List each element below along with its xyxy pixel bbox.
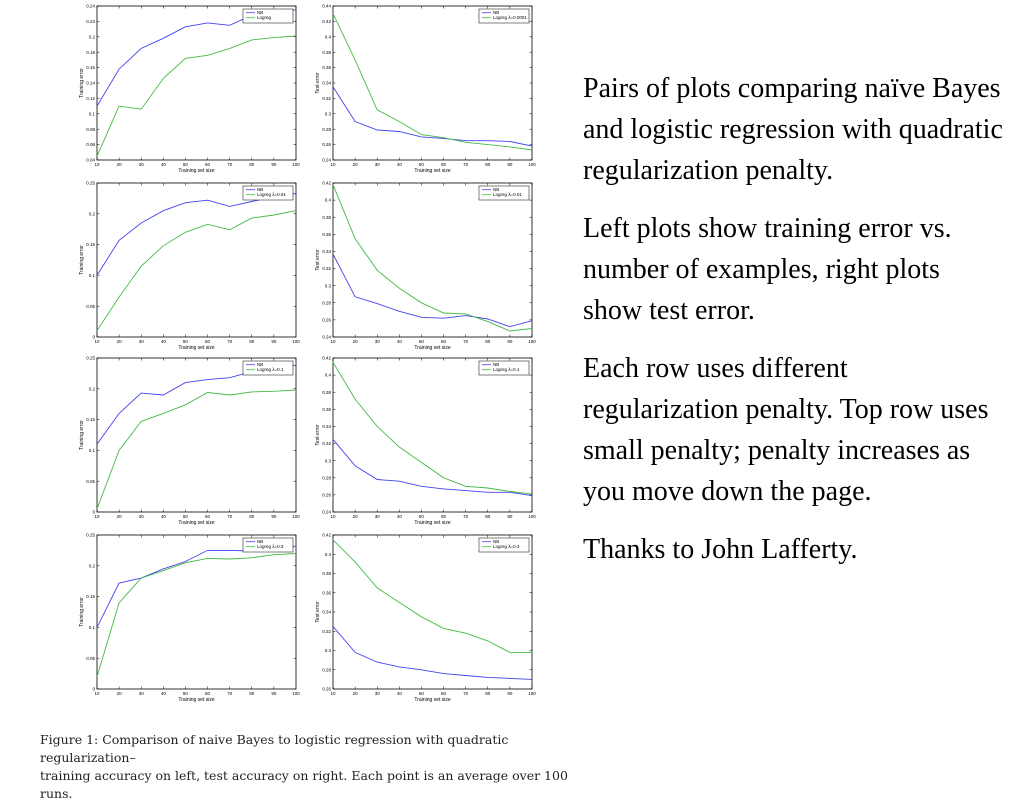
x-tick-label: 40	[396, 339, 402, 344]
y-tick-label: 0.1	[88, 273, 95, 278]
legend-label: NB	[257, 10, 264, 15]
y-tick-label: 0.3	[324, 648, 331, 654]
x-tick-label: 90	[271, 514, 277, 519]
x-axis-label: Training set size	[414, 345, 451, 351]
y-tick-label: 0.34	[322, 249, 331, 255]
legend-label: Logreg λ=0.3	[493, 544, 520, 549]
y-tick-label: 0.1	[88, 111, 95, 117]
y-tick-label: 0.4	[324, 551, 331, 557]
series-line-nb	[333, 254, 532, 327]
description-paragraph-3: Each row uses different regularization penalty. Top row uses small penalty; penalty increases as you move down the page.	[583, 353, 989, 507]
legend-label: NB	[257, 539, 264, 544]
y-tick-label: 0.1	[88, 448, 95, 453]
y-tick-label: 0	[92, 334, 95, 340]
x-tick-label: 100	[528, 514, 536, 519]
plot-7	[79, 533, 300, 703]
y-tick-label: 0.25	[86, 355, 95, 361]
y-axis-label: Training error	[79, 245, 85, 275]
y-tick-label: 0.38	[322, 389, 331, 395]
x-tick-label: 40	[160, 162, 166, 167]
x-tick-label: 50	[418, 514, 424, 519]
x-tick-label: 40	[160, 514, 166, 519]
y-tick-label: 0	[92, 509, 95, 515]
plot-5	[79, 356, 300, 526]
x-tick-label: 50	[182, 691, 188, 696]
legend-label: NB	[257, 187, 264, 192]
series-line-nb	[333, 626, 532, 679]
y-axis-label: Test error	[315, 601, 321, 623]
x-tick-label: 80	[485, 162, 491, 167]
plot-frame	[97, 535, 296, 689]
y-tick-label: 0.24	[322, 509, 331, 515]
y-tick-label: 0.15	[86, 594, 95, 600]
y-axis-label: Training error	[79, 68, 85, 98]
x-tick-label: 60	[205, 339, 211, 344]
x-tick-label: 10	[94, 339, 100, 344]
plot-2	[315, 4, 536, 174]
legend-label: Logreg λ=0.01	[493, 192, 522, 197]
x-axis-label: Training set size	[178, 520, 215, 526]
x-tick-label: 20	[352, 162, 358, 167]
x-tick-label: 50	[418, 162, 424, 167]
x-tick-label: 40	[160, 339, 166, 344]
y-tick-label: 0.32	[322, 628, 331, 634]
x-tick-label: 70	[227, 514, 233, 519]
y-tick-label: 0.12	[86, 96, 95, 101]
description-text	[583, 68, 1003, 587]
y-tick-label: 0.32	[322, 266, 331, 272]
y-axis-label: Training error	[79, 420, 85, 450]
x-tick-label: 30	[138, 339, 144, 344]
x-axis-label: Training set size	[178, 168, 215, 174]
y-tick-label: 0.24	[322, 334, 331, 340]
plot-frame	[97, 6, 296, 160]
figure-caption	[40, 731, 600, 803]
y-tick-label: 0.28	[322, 475, 331, 481]
y-tick-label: 0.3	[324, 458, 331, 464]
x-tick-label: 40	[160, 691, 166, 696]
x-tick-label: 70	[227, 339, 233, 344]
x-tick-label: 10	[94, 691, 100, 696]
series-line-logreg	[333, 540, 532, 653]
x-tick-label: 80	[249, 514, 255, 519]
legend-label: NB	[493, 539, 500, 544]
x-tick-label: 60	[205, 162, 211, 167]
y-tick-label: 0.26	[322, 142, 331, 148]
y-tick-label: 0.34	[322, 424, 331, 430]
plot-grid	[0, 0, 560, 712]
x-tick-label: 60	[205, 691, 211, 696]
plot-3	[79, 181, 300, 351]
y-tick-label: 0.42	[322, 532, 331, 538]
series-line-nb	[333, 87, 532, 146]
x-tick-label: 100	[528, 162, 536, 167]
caption-line-2: training accuracy on left, test accuracy on right. Each point is an average over 100 runs.	[40, 768, 568, 801]
x-tick-label: 50	[182, 162, 188, 167]
y-tick-label: 0.36	[322, 590, 331, 596]
y-tick-label: 0.2	[88, 563, 95, 569]
y-tick-label: 0.2	[88, 211, 95, 217]
x-tick-label: 60	[441, 162, 447, 167]
y-tick-label: 0.15	[86, 242, 95, 248]
legend-label: NB	[493, 10, 500, 15]
series-line-nb	[333, 439, 532, 495]
x-tick-label: 70	[463, 339, 469, 344]
legend-label: Logreg λ=0.01	[257, 192, 286, 197]
x-tick-label: 30	[138, 514, 144, 519]
y-tick-label: 0.28	[322, 667, 331, 673]
x-tick-label: 40	[396, 691, 402, 696]
y-tick-label: 0.34	[322, 609, 331, 615]
x-tick-label: 30	[374, 339, 380, 344]
x-tick-label: 30	[374, 162, 380, 167]
x-tick-label: 100	[528, 339, 536, 344]
series-line-nb	[97, 546, 296, 627]
x-tick-label: 10	[330, 339, 336, 344]
x-tick-label: 20	[116, 339, 122, 344]
y-tick-label: 0.38	[322, 571, 331, 577]
x-tick-label: 60	[205, 514, 211, 519]
y-tick-label: 0.24	[322, 157, 331, 163]
legend-label: Logreg λ=0.0001	[493, 15, 527, 20]
y-tick-label: 0.26	[322, 492, 331, 498]
y-tick-label: 0.05	[86, 655, 95, 661]
x-tick-label: 30	[374, 691, 380, 696]
y-tick-label: 0.36	[322, 231, 331, 237]
x-tick-label: 50	[418, 691, 424, 696]
x-tick-label: 10	[94, 162, 100, 167]
x-tick-label: 60	[441, 339, 447, 344]
x-tick-label: 30	[138, 162, 144, 167]
y-tick-label: 0.42	[322, 180, 331, 186]
x-tick-label: 80	[485, 514, 491, 519]
y-tick-label: 0.18	[86, 49, 95, 55]
y-tick-label: 0.05	[86, 478, 95, 484]
legend-label: Logreg λ=0.1	[257, 367, 284, 372]
y-axis-label: Test error	[315, 424, 321, 446]
x-tick-label: 20	[352, 339, 358, 344]
x-tick-label: 80	[485, 691, 491, 696]
y-tick-label: 0.34	[322, 80, 331, 86]
y-tick-label: 0.3	[324, 111, 331, 117]
x-tick-label: 30	[374, 514, 380, 519]
x-axis-label: Training set size	[178, 345, 215, 351]
plot-frame	[333, 6, 532, 160]
x-tick-label: 60	[441, 691, 447, 696]
x-tick-label: 100	[292, 691, 300, 696]
x-tick-label: 50	[182, 339, 188, 344]
y-tick-label: 0.36	[322, 406, 331, 412]
x-axis-label: Training set size	[414, 520, 451, 526]
x-tick-label: 80	[249, 691, 255, 696]
y-tick-label: 0.28	[322, 300, 331, 306]
x-tick-label: 60	[441, 514, 447, 519]
x-tick-label: 20	[352, 691, 358, 696]
y-tick-label: 0.14	[86, 80, 95, 86]
x-tick-label: 80	[249, 339, 255, 344]
y-tick-label: 0.05	[86, 303, 95, 309]
x-tick-label: 10	[94, 514, 100, 519]
series-line-logreg	[97, 554, 296, 677]
y-tick-label: 0.4	[324, 197, 331, 203]
series-line-logreg	[97, 211, 296, 331]
y-tick-label: 0.2	[88, 386, 95, 392]
x-tick-label: 40	[396, 514, 402, 519]
y-tick-label: 0.08	[86, 126, 95, 132]
x-tick-label: 90	[271, 162, 277, 167]
y-tick-label: 0.4	[324, 372, 331, 378]
description-paragraph-1: Pairs of plots comparing naïve Bayes and logistic regression with quadratic regularization penalty.	[583, 73, 1003, 186]
x-tick-label: 90	[507, 162, 513, 167]
plot-8	[315, 533, 536, 703]
x-axis-label: Training set size	[414, 697, 451, 703]
x-tick-label: 70	[463, 691, 469, 696]
legend-label: Logreg λ=0.1	[493, 367, 520, 372]
y-tick-label: 0.15	[86, 417, 95, 423]
x-tick-label: 20	[116, 691, 122, 696]
x-tick-label: 20	[352, 514, 358, 519]
series-line-logreg	[97, 390, 296, 509]
series-line-nb	[97, 10, 296, 106]
legend-label: Logreg	[257, 15, 272, 20]
y-tick-label: 0.16	[86, 65, 95, 71]
plot-frame	[97, 183, 296, 337]
y-tick-label: 0.38	[322, 214, 331, 220]
y-tick-label: 0.44	[322, 3, 331, 9]
x-tick-label: 80	[485, 339, 491, 344]
series-line-nb	[97, 365, 296, 444]
x-tick-label: 90	[271, 691, 277, 696]
x-tick-label: 100	[528, 691, 536, 696]
y-tick-label: 0.36	[322, 65, 331, 71]
y-tick-label: 0.4	[324, 34, 331, 40]
x-tick-label: 80	[249, 162, 255, 167]
x-tick-label: 70	[227, 162, 233, 167]
series-line-logreg	[333, 362, 532, 494]
y-tick-label: 0.38	[322, 49, 331, 55]
caption-line-1: Figure 1: Comparison of naive Bayes to logistic regression with quadratic regularization–	[40, 732, 509, 765]
x-tick-label: 20	[116, 514, 122, 519]
x-tick-label: 10	[330, 514, 336, 519]
y-tick-label: 0.42	[322, 355, 331, 361]
x-tick-label: 100	[292, 514, 300, 519]
y-tick-label: 0.3	[324, 283, 331, 289]
plot-frame	[333, 358, 532, 512]
legend-label: NB	[257, 362, 264, 367]
y-tick-label: 0.42	[322, 19, 331, 24]
x-tick-label: 50	[418, 339, 424, 344]
description-paragraph-4: Thanks to John Lafferty.	[583, 534, 858, 565]
plot-6	[315, 356, 536, 526]
x-tick-label: 70	[463, 514, 469, 519]
x-tick-label: 100	[292, 339, 300, 344]
x-tick-label: 90	[271, 339, 277, 344]
y-tick-label: 0.28	[322, 126, 331, 132]
y-tick-label: 0.26	[322, 686, 331, 692]
y-tick-label: 0.32	[322, 96, 331, 101]
legend-label: NB	[493, 362, 500, 367]
series-line-logreg	[333, 14, 532, 150]
x-tick-label: 40	[396, 162, 402, 167]
x-axis-label: Training set size	[414, 168, 451, 174]
x-tick-label: 100	[292, 162, 300, 167]
series-line-nb	[97, 194, 296, 276]
legend-label: NB	[493, 187, 500, 192]
y-tick-label: 0.1	[88, 625, 95, 630]
legend-label: Logreg λ=0.3	[257, 544, 284, 549]
y-axis-label: Test error	[315, 249, 321, 271]
y-axis-label: Test error	[315, 72, 321, 94]
y-tick-label: 0	[92, 686, 95, 692]
y-tick-label: 0.22	[86, 19, 95, 24]
plot-1	[79, 4, 300, 174]
series-line-logreg	[333, 185, 532, 331]
y-tick-label: 0.06	[86, 142, 95, 148]
x-tick-label: 10	[330, 162, 336, 167]
x-axis-label: Training set size	[178, 697, 215, 703]
y-tick-label: 0.04	[86, 157, 95, 163]
x-tick-label: 30	[138, 691, 144, 696]
x-tick-label: 50	[182, 514, 188, 519]
x-tick-label: 10	[330, 691, 336, 696]
x-tick-label: 20	[116, 162, 122, 167]
x-tick-label: 90	[507, 691, 513, 696]
x-tick-label: 70	[227, 691, 233, 696]
y-tick-label: 0.25	[86, 180, 95, 186]
y-tick-label: 0.2	[88, 34, 95, 40]
description-paragraph-2: Left plots show training error vs. number of examples, right plots show test error.	[583, 213, 952, 326]
x-tick-label: 90	[507, 339, 513, 344]
x-tick-label: 70	[463, 162, 469, 167]
plot-frame	[333, 535, 532, 689]
y-tick-label: 0.25	[86, 532, 95, 538]
y-tick-label: 0.24	[86, 3, 95, 9]
y-tick-label: 0.26	[322, 317, 331, 323]
plot-frame	[333, 183, 532, 337]
plot-4	[315, 181, 536, 351]
x-tick-label: 90	[507, 514, 513, 519]
y-tick-label: 0.32	[322, 441, 331, 447]
plots-svg	[0, 0, 560, 712]
y-axis-label: Training error	[79, 597, 85, 627]
series-line-logreg	[97, 36, 296, 156]
